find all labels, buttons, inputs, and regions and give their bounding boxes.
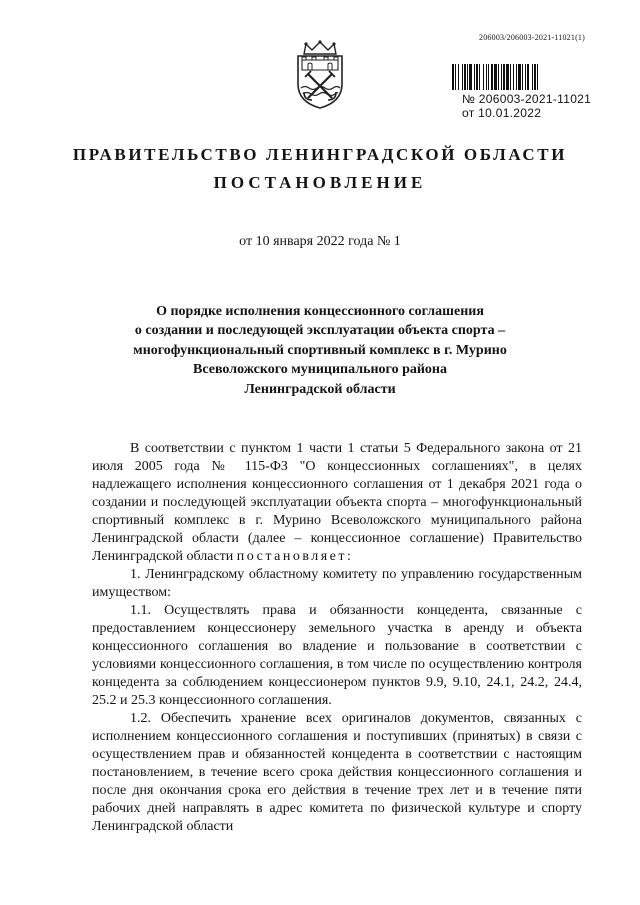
subject-line: Ленинградской области — [244, 381, 396, 397]
clause-1: 1. Ленинградскому областному комитету по управлению государственным имуществом: — [92, 567, 582, 600]
barcode-bar — [474, 64, 475, 90]
barcode-bar — [501, 64, 502, 90]
barcode — [452, 64, 586, 90]
barcode-bar — [483, 64, 484, 90]
operative-keyword: постановляет: — [236, 549, 354, 564]
document-date-number: от 10 января 2022 года № 1 — [239, 234, 401, 249]
document-subject — [120, 302, 520, 399]
barcode-bar — [486, 64, 487, 90]
barcode-bar — [537, 64, 538, 90]
preamble-paragraph — [92, 440, 582, 566]
barcode-bar — [506, 64, 509, 90]
barcode-bar — [534, 64, 536, 90]
barcode-bar — [516, 64, 517, 90]
barcode-bar — [464, 64, 466, 90]
barcode-bar — [479, 64, 480, 90]
barcode-bar — [513, 64, 514, 90]
barcode-bar — [467, 64, 468, 90]
barcode-bar — [498, 64, 499, 90]
subject-line: многофункциональный спортивный комплекс в г. Мурино — [133, 342, 507, 358]
barcode-bar — [510, 64, 511, 90]
barcode-bar — [522, 64, 523, 90]
barcode-bar — [532, 64, 533, 90]
clause-1-1: 1.1. Осуществлять права и обязанности концедента, связанные с предоставлением концессионеру земельного участка в аренду и объекта концессионного соглашения во владение и пользование в соответствии с условиями концессионного соглашения, в том числе по осуществлению контроля концедента за соблюдением концессионером пунктов 9.9, 9.10, 24.1, 24.2, 24.4, 25.2 и 25.3 концессионного соглашения. — [92, 603, 582, 708]
barcode-bar — [462, 64, 463, 90]
clause-1-2: 1.2. Обеспечить хранение всех оригиналов документов, связанных с исполнением концессионного соглашения и поступивших (принятых) в связи с осуществлением прав и обязанностей концедента в соответствии с настоящим постановлением, в течение всего срока действия концессионного соглашения и после дня окончания срока его действия в течение трех лет и в течение пяти рабочих дней направлять в адрес комитета по физической культуре и спорту Ленинградской области — [92, 711, 582, 834]
barcode-bar — [452, 64, 454, 90]
barcode-bar — [458, 64, 459, 90]
barcode-bar — [455, 64, 456, 90]
barcode-bar — [469, 64, 472, 90]
registration-date: от 10.01.2022 — [462, 106, 542, 120]
barcode-bar — [503, 64, 505, 90]
barcode-bar — [491, 64, 493, 90]
subject-line: о создании и последующей эксплуатации объекта спорта – — [134, 323, 506, 339]
subject-line: О порядке исполнения концессионного соглашения — [156, 304, 484, 319]
registration-number: № 206003-2021-11021 — [462, 92, 592, 106]
document-code: 206003/206003-2021-11021(1) — [479, 33, 585, 42]
document-type: ПОСТАНОВЛЕНИЕ — [213, 173, 427, 192]
subject-line: Всеволожского муниципального района — [193, 362, 447, 378]
barcode-bar — [518, 64, 521, 90]
document-body — [92, 440, 582, 836]
government-title: ПРАВИТЕЛЬСТВО ЛЕНИНГРАДСКОЙ ОБЛАСТИ — [72, 145, 568, 164]
barcode-bar — [525, 64, 526, 90]
barcode-bar — [527, 64, 529, 90]
barcode-bar — [488, 64, 489, 90]
barcode-bar — [494, 64, 497, 90]
preamble-text: В соответствии с пунктом 1 части 1 статьи 5 Федерального закона от 21 июля 2005 года № 115-ФЗ "О концессионных соглашениях", в целях надлежащего исполнения концессионного соглашения от 1 декабря 2021 года о создании и последующей эксплуатации объекта спорта – многофункциональный спортивный комплекс в г. Мурино Всеволожского муниципального района Ленинградской области (далее – концессионное соглашение) Правительство Ленинградской области — [92, 441, 582, 564]
barcode-bar — [476, 64, 478, 90]
coat-of-arms-icon — [292, 40, 348, 110]
